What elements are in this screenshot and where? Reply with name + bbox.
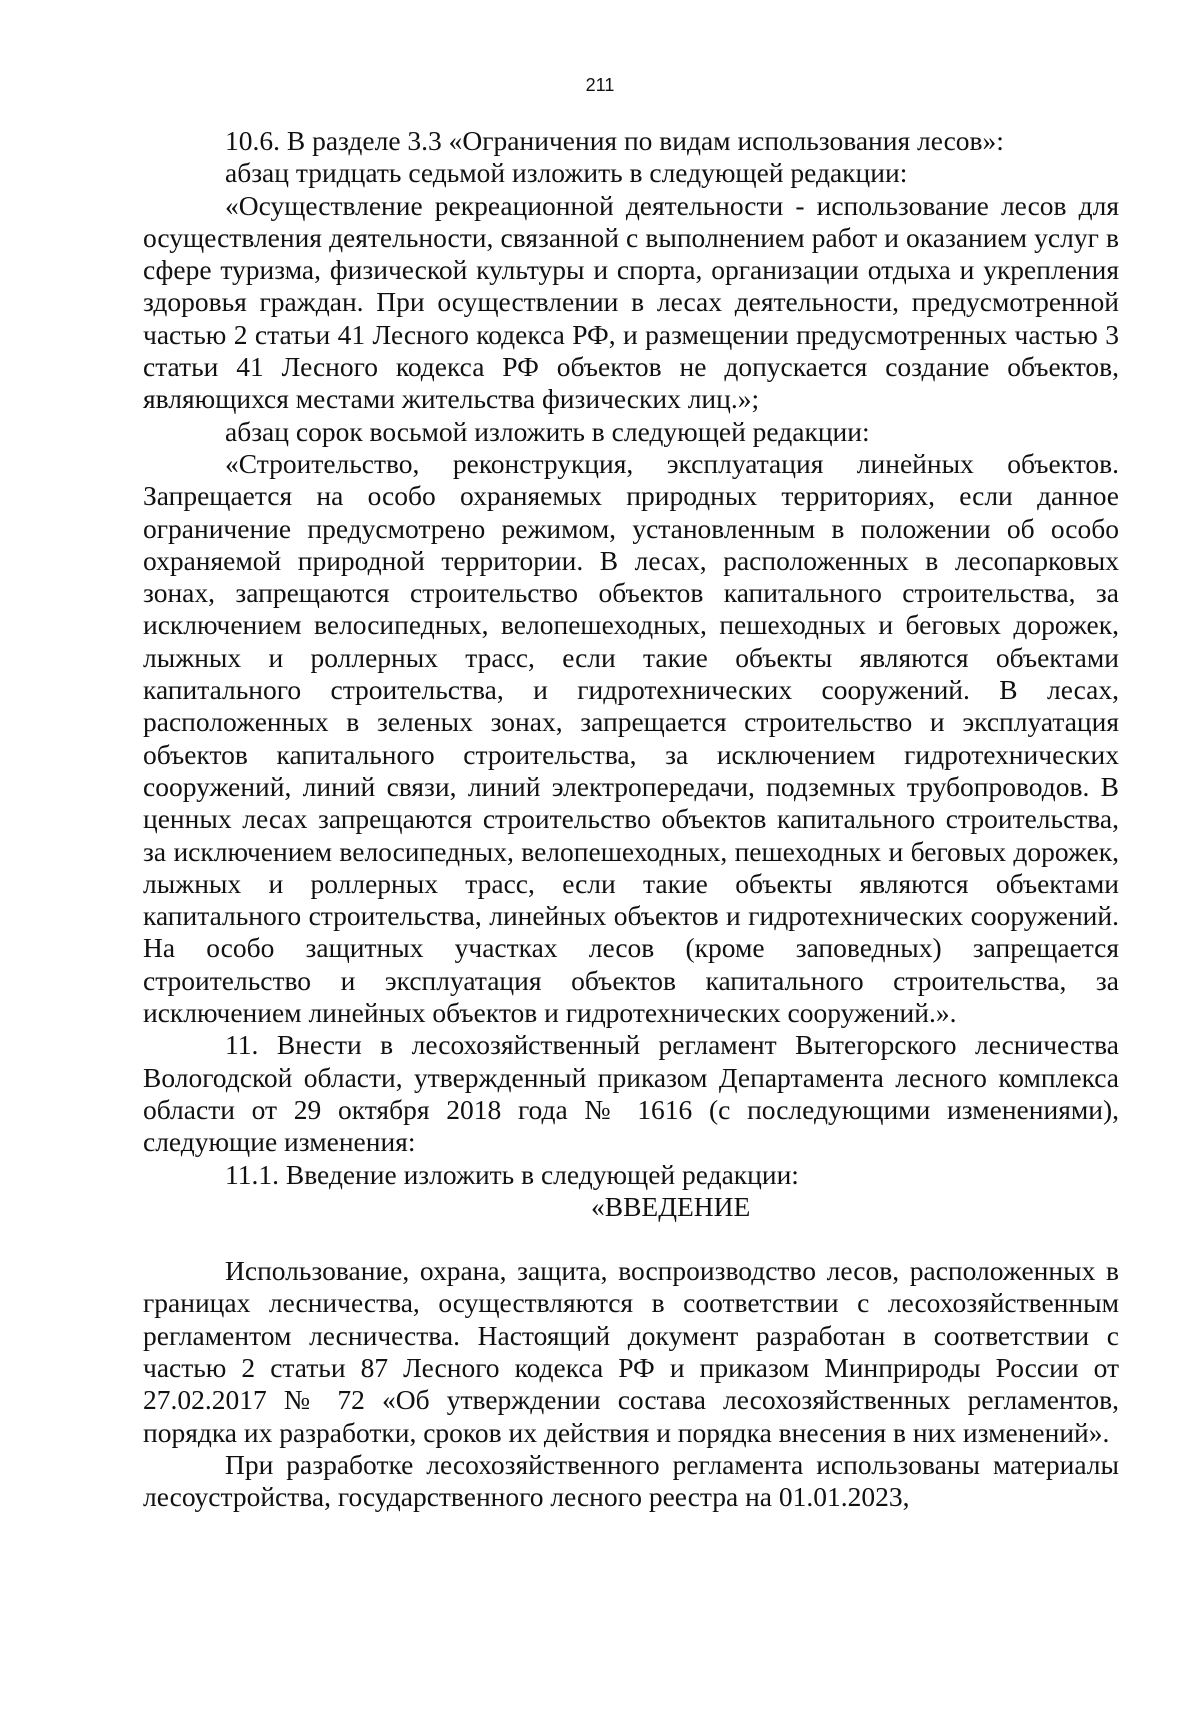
paragraph-section-10-6: 10.6. В разделе 3.3 «Ограничения по видам использования лесов»: bbox=[225, 125, 1004, 156]
paragraph-abzac-37: абзац тридцать седьмой изложить в следующей редакции: bbox=[225, 157, 908, 189]
paragraph-construction-quote: «Строительство, реконструкция, эксплуатация линейных объектов. Запрещается на особо охраняемых природных территориях, если данное ограничение предусмотрено режимом, установленным в положении об особо охраняемой природной территории. В лесах, расположенных в лесопарковых зонах, запрещаются строительство объектов капитального строительства, за исключением велосипедных, велопешеходных, пешеходных и беговых дорожек, лыжных и роллерных трасс, если такие объекты являются объектами капитального строительства, и гидротехнических сооружений. В лесах, расположенных в зеленых зонах, запрещается строительство и эксплуатация объектов капитального строительства, за исключением гидротехнических сооружений, линий связи, линий электропередачи, подземных трубопроводов. В ценных лесах запрещаются строительство объектов капитального строительства, за исключением велосипедных, велопешеходных, пешеходных и беговых дорожек, лыжных и роллерных трасс, если такие объекты являются объектами капитального строительства, линейных объектов и гидротехнических сооружений. На особо защитных участках лесов (кроме заповедных) запрещается строительство и эксплуатация объектов капитального строительства, за исключением линейных объектов и гидротехнических сооружений.». bbox=[143, 447, 1119, 1029]
paragraph-item-11: 11. Внести в лесохозяйственный регламент Вытегорского лесничества Вологодской области, утвержденный приказом Департамента лесного комплекса области от 29 октября 2018 года № 1616 (с последующими изменениями), следующие изменения: bbox=[143, 1029, 1119, 1158]
paragraph-item-11-1: 11.1. Введение изложить в следующей редакции: bbox=[225, 1158, 799, 1190]
paragraph-recreation-quote: «Осуществление рекреационной деятельности - использование лесов для осуществления деятельности, связанной с выполнением работ и оказанием услуг в сфере туризма, физической культуры и спорта, организации отдыха и укрепления здоровья граждан. При осуществлении в лесах деятельности, предусмотренной частью 2 статьи 41 Лесного кодекса РФ, и размещении предусмотренных частью 3 статьи 41 Лесного кодекса РФ объектов не допускается создание объектов, являющихся местами жительства физических лиц.»; bbox=[143, 189, 1119, 415]
section-heading-introduction: «ВВЕДЕНИЕ bbox=[591, 1190, 751, 1222]
page-number: 211 bbox=[585, 75, 615, 95]
document-body bbox=[143, 125, 1119, 1513]
paragraph-introduction-text: Использование, охрана, защита, воспроизводство лесов, расположенных в границах лесничества, осуществляются в соответствии с лесохозяйственным регламентом лесничества. Настоящий документ разработан в соответствии с частью 2 статьи 87 Лесного кодекса РФ и приказом Минприроды России от 27.02.2017 № 72 «Об утверждении состава лесохозяйственных регламентов, порядка их разработки, сроков их действия и порядка внесения в них изменений». bbox=[143, 1255, 1119, 1448]
paragraph-abzac-48: абзац сорок восьмой изложить в следующей редакции: bbox=[225, 415, 870, 447]
paragraph-materials: При разработке лесохозяйственного регламента использованы материалы лесоустройства, государственного лесного реестра на 01.01.2023, bbox=[143, 1448, 1119, 1513]
